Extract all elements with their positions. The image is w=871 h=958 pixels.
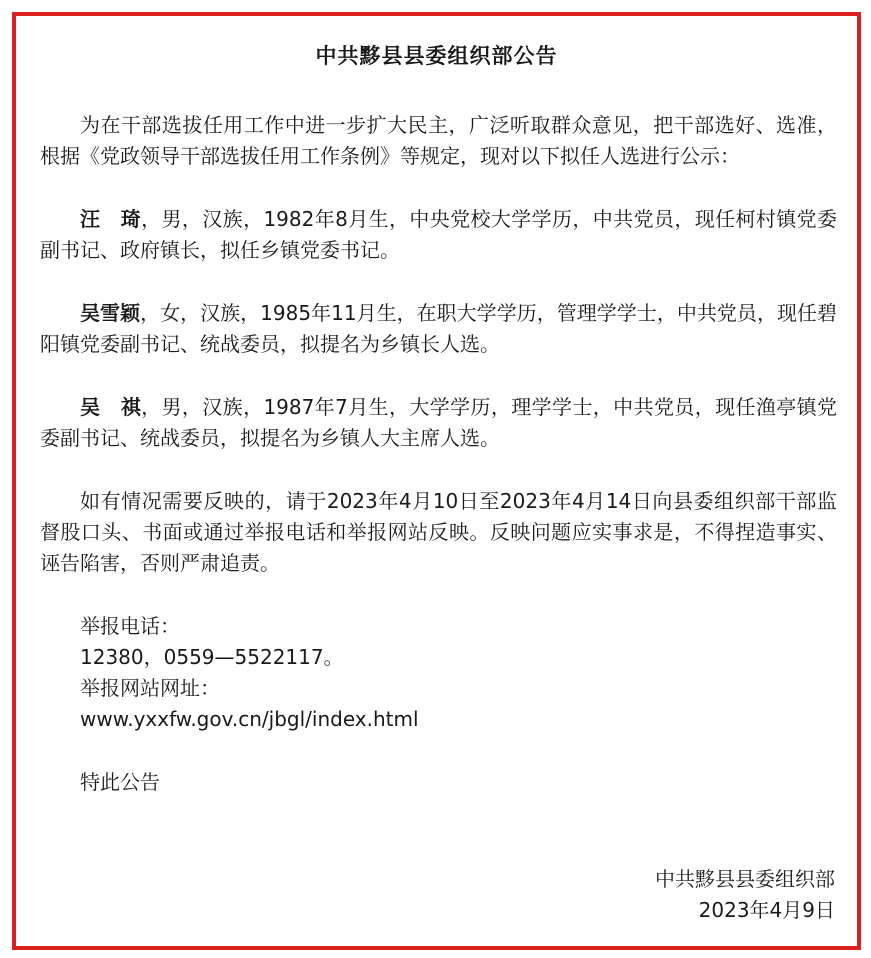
- intro-paragraph: 为在干部选拔任用工作中进一步扩大民主，广泛听取群众意见，把干部选好、选准，根据《党政领导干部选拔任用工作条例》等规定，现对以下拟任人选进行公示：: [40, 113, 837, 168]
- notice-title: 中共黟县县委组织部公告: [315, 44, 558, 68]
- notice-frame: [12, 12, 861, 950]
- notice-body: [40, 110, 837, 798]
- signature-organization: 中共黟县县委组织部: [655, 867, 835, 891]
- candidate-details: ，男，汉族，1987年7月生，大学学历，理学学士，中共党员，现任渔亭镇党委副书记、统战委员，拟提名为乡镇人大主席人选。: [40, 395, 838, 450]
- candidate-details: ，女，汉族，1985年11月生，在职大学学历，管理学学士，中共党员，现任碧阳镇党委副书记、统战委员，拟提名为乡镇长人选。: [40, 301, 837, 356]
- closing-text: 特此公告: [80, 770, 160, 794]
- website-url: www.yxxfw.gov.cn/jbgl/index.html: [80, 707, 419, 731]
- candidate-paragraph: [40, 392, 837, 454]
- candidate-name: 汪 琦: [80, 207, 142, 231]
- contact-block: [40, 611, 837, 735]
- website-label: 举报网站网址：: [80, 676, 220, 700]
- signature-date: 2023年4月9日: [698, 898, 835, 922]
- candidate-paragraph: [40, 298, 837, 360]
- candidate-name: 吴 祺: [80, 395, 142, 419]
- phone-numbers: 12380，0559—5522117。: [80, 645, 344, 669]
- candidate-details: ，男，汉族，1982年8月生，中央党校大学学历，中共党员，现任柯村镇党委副书记、政府镇长，拟任乡镇党委书记。: [40, 207, 838, 262]
- candidate-name: 吴雪颖: [80, 301, 141, 325]
- feedback-paragraph: 如有情况需要反映的，请于2023年4月10日至2023年4月14日向县委组织部干部监督股口头、书面或通过举报电话和举报网站反映。反映问题应实事求是，不得捏造事实、诬告陷害，否则严肃追责。: [40, 489, 837, 575]
- signature-block: [655, 864, 835, 926]
- candidate-paragraph: [40, 204, 837, 266]
- phone-label: 举报电话：: [80, 614, 180, 638]
